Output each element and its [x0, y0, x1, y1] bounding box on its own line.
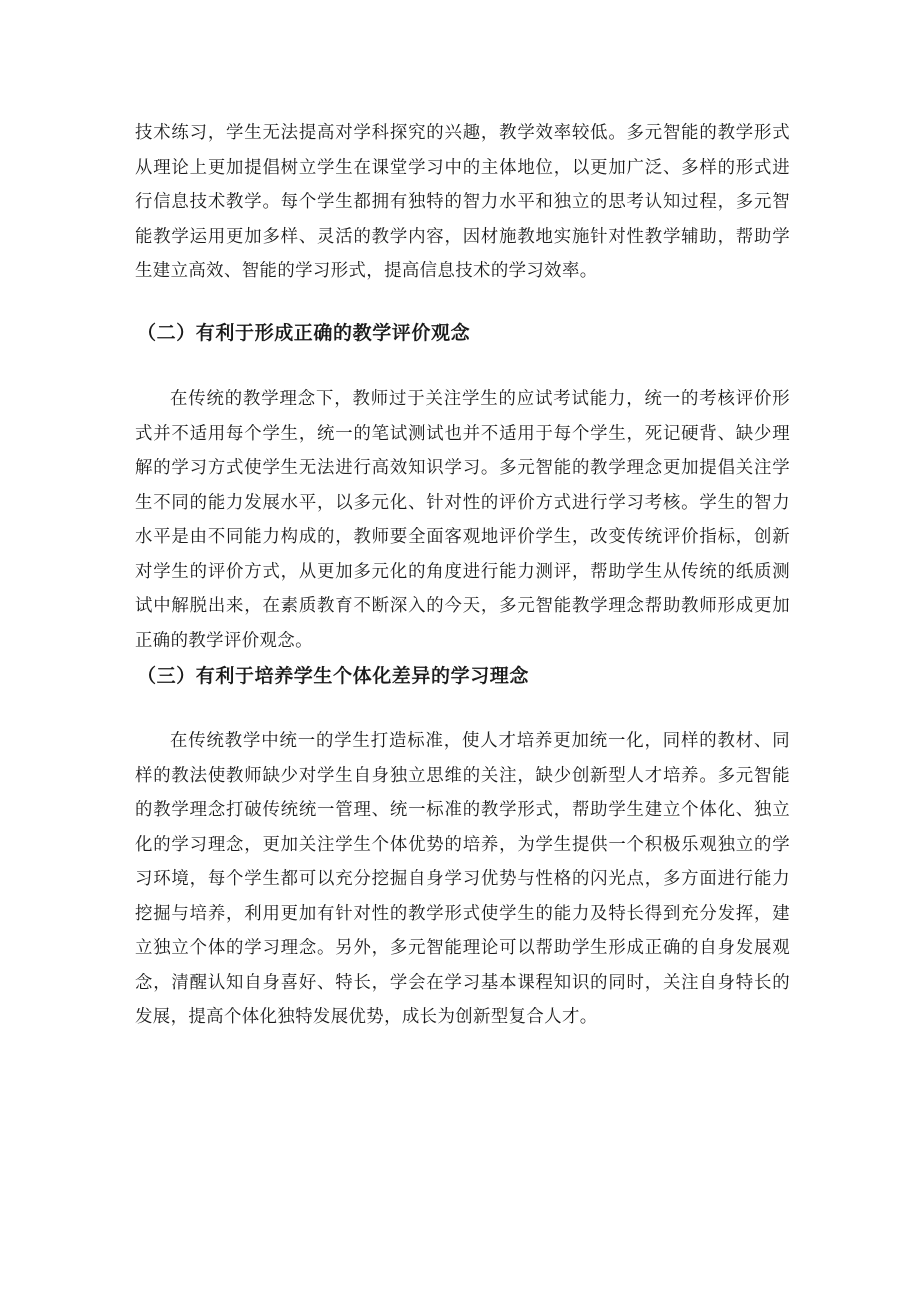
section-heading: （三）有利于培养学生个体化差异的学习理念 [137, 665, 530, 687]
section-heading: （二）有利于形成正确的教学评价观念 [137, 322, 471, 344]
body-paragraph: 在传统教学中统一的学生打造标准，使人才培养更加统一化，同样的教材、同样的教法使教师缺少对学生自身独立思维的关注，缺少创新型人才培养。多元智能的教学理念打破传统统一管理、统一标准的教学形式，帮助学生建立个体化、独立化的学习理念，更加关注学生个体优势的培养，为学生提供一个积极乐观独立的学习环境，每个学生都可以充分挖掘自身学习优势与性格的闪光点，多方面进行能力挖掘与培养，利用更加有针对性的教学形式使学生的能力及特长得到充分发挥，建立独立个体的学习理念。另外，多元智能理论可以帮助学生形成正确的自身发展观念，清醒认知自身喜好、特长，学会在学习基本课程知识的同时，关注自身特长的发展，提高个体化独特发展优势，成长为创新型复合人才。 [135, 731, 790, 1027]
body-paragraph: 在传统的教学理念下，教师过于关注学生的应试考试能力，统一的考核评价形式并不适用每个学生，统一的笔试测试也并不适用于每个学生，死记硬背、缺少理解的学习方式使学生无法进行高效知识学习。多元智能的教学理念更加提倡关注学生不同的能力发展水平，以多元化、针对性的评价方式进行学习考核。学生的智力水平是由不同能力构成的，教师要全面客观地评价学生，改变传统评价指标，创新对学生的评价方式，从更加多元化的角度进行能力测评，帮助学生从传统的纸质测试中解脱出来，在素质教育不断深入的今天，多元智能教学理念帮助教师形成更加正确的教学评价观念。 [135, 389, 790, 651]
body-paragraph: 技术练习，学生无法提高对学科探究的兴趣，教学效率较低。多元智能的教学形式从理论上更加提倡树立学生在课堂学习中的主体地位，以更加广泛、多样的形式进行信息技术教学。每个学生都拥有独特的智力水平和独立的思考认知过程，多元智能教学运用更加多样、灵活的教学内容，因材施教地实施针对性教学辅助，帮助学生建立高效、智能的学习形式，提高信息技术的学习效率。 [135, 123, 790, 281]
